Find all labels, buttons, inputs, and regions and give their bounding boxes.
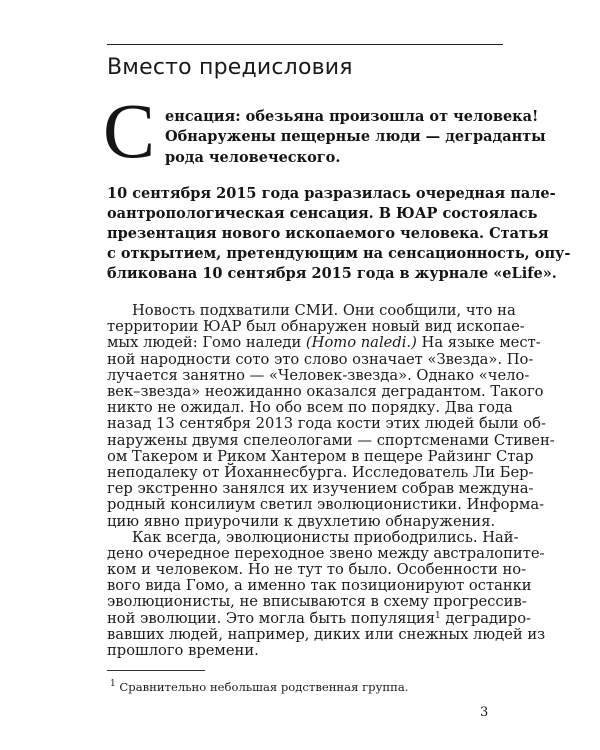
body-line: гер экстренно занялся их изучением собрав междуна- bbox=[107, 480, 534, 498]
footnote-rule bbox=[107, 670, 205, 671]
intro-line: бликована 10 сентября 2015 года в журнале «eLife». bbox=[107, 265, 557, 282]
body-line: родный консилиум светил эволюционистики. Информа- bbox=[107, 496, 545, 514]
body-line: вого вида Гомо, а именно так позиционируют останки bbox=[107, 577, 532, 595]
body-line: назад 13 сентября 2013 года кости этих людей были об- bbox=[107, 415, 546, 433]
footnote-marker: 1 bbox=[110, 679, 116, 689]
intro-line: с открытием, претендующим на сенсационность, опу- bbox=[107, 245, 571, 262]
top-rule bbox=[107, 44, 503, 45]
intro-line: оантропологическая сенсация. В ЮАР состоялась bbox=[107, 205, 538, 222]
body-line: ом Такером и Риком Хантером в пещере Райзинг Стар bbox=[107, 447, 534, 465]
body-line: эволюционисты, не вписываются в схему прогрессив- bbox=[107, 593, 527, 611]
body-line: ной народности сото это слово означает «Звезда». По- bbox=[107, 350, 534, 368]
body-text: На языке мест- bbox=[416, 334, 541, 352]
body-text: мых людей: Гомо наледи bbox=[107, 334, 306, 352]
chapter-title: Вместо предисловия bbox=[107, 55, 353, 80]
lead-line: рода человеческого. bbox=[165, 149, 341, 166]
body-line: ком и человеком. Но не тут то было. Особенности но- bbox=[107, 561, 527, 578]
body-line: вавших людей, например, диких или снежных людей из bbox=[107, 625, 546, 643]
body-line: прошлого времени. bbox=[107, 642, 259, 659]
footnote bbox=[110, 680, 408, 694]
lead-line: енсация: обезьяна произошла от человека! bbox=[165, 108, 539, 125]
body-line: территории ЮАР был обнаружен новый вид ископае- bbox=[107, 318, 525, 336]
body-line: Как всегда, эволюционисты приободрились. Най- bbox=[132, 528, 519, 546]
body-line: лучается занятно — «Человек-звезда». Однако «чело- bbox=[107, 366, 530, 384]
lead-line: Обнаружены пещерные люди — деграданты bbox=[165, 128, 546, 145]
body-line: Новость подхватили СМИ. Они сообщили, что на bbox=[132, 302, 516, 319]
drop-cap: С bbox=[103, 87, 156, 174]
intro-line: 10 сентября 2015 года разразилась очередная пале- bbox=[107, 185, 556, 202]
body-line: неподалеку от Йоханнесбурга. Исследователь Ли Бер- bbox=[107, 463, 534, 481]
page-number: 3 bbox=[480, 705, 489, 720]
body-line: дено очередное переходное звено между австралопите- bbox=[107, 544, 545, 562]
footnote-text: Сравнительно небольшая родственная группа. bbox=[119, 680, 409, 694]
body-line bbox=[107, 334, 541, 351]
body-text: ной эволюции. Это могла быть популяция bbox=[107, 609, 435, 627]
body-line: никто не ожидал. Но обо всем по порядку. Два года bbox=[107, 399, 513, 417]
body-text: деградиро- bbox=[440, 609, 532, 627]
footnote-reference[interactable]: 1 bbox=[434, 610, 441, 621]
body-line: наружены двумя спелеологами — спортсменами Стивен- bbox=[107, 431, 555, 449]
species-name: (Homo naledi.) bbox=[305, 334, 417, 352]
body-line: цию явно приурочили к двухлетию обнаружения. bbox=[107, 512, 496, 530]
body-line bbox=[107, 610, 531, 627]
body-line: век–звезда» неожиданно оказался деградантом. Такого bbox=[107, 383, 544, 400]
intro-line: презентация нового ископаемого человека. Статья bbox=[107, 225, 549, 242]
